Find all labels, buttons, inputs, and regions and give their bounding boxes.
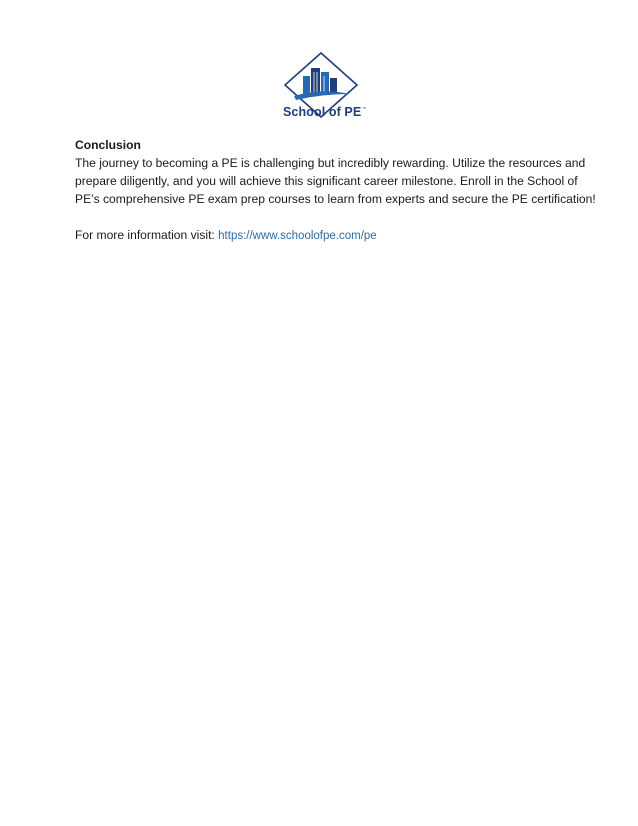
logo-name: School of PE xyxy=(283,105,362,119)
trademark-mark: ™ xyxy=(362,106,367,111)
more-info-label: For more information visit: xyxy=(75,228,219,242)
conclusion-paragraph xyxy=(75,154,596,208)
paragraph-line: The journey to becoming a PE is challenging but incredibly rewarding. Utilize the resources and xyxy=(75,156,586,170)
paragraph-line: PE’s comprehensive PE exam prep courses to learn from experts and secure the PE certification! xyxy=(75,192,596,206)
paragraph-line: prepare diligently, and you will achieve this significant career milestone. Enroll in the School of xyxy=(75,174,578,188)
website-link[interactable]: https://www.schoolofpe.com/pe xyxy=(218,230,377,242)
more-info-line xyxy=(75,226,575,245)
logo-wordmark xyxy=(283,105,366,119)
main-content xyxy=(75,136,596,257)
section-heading: Conclusion xyxy=(75,138,141,152)
